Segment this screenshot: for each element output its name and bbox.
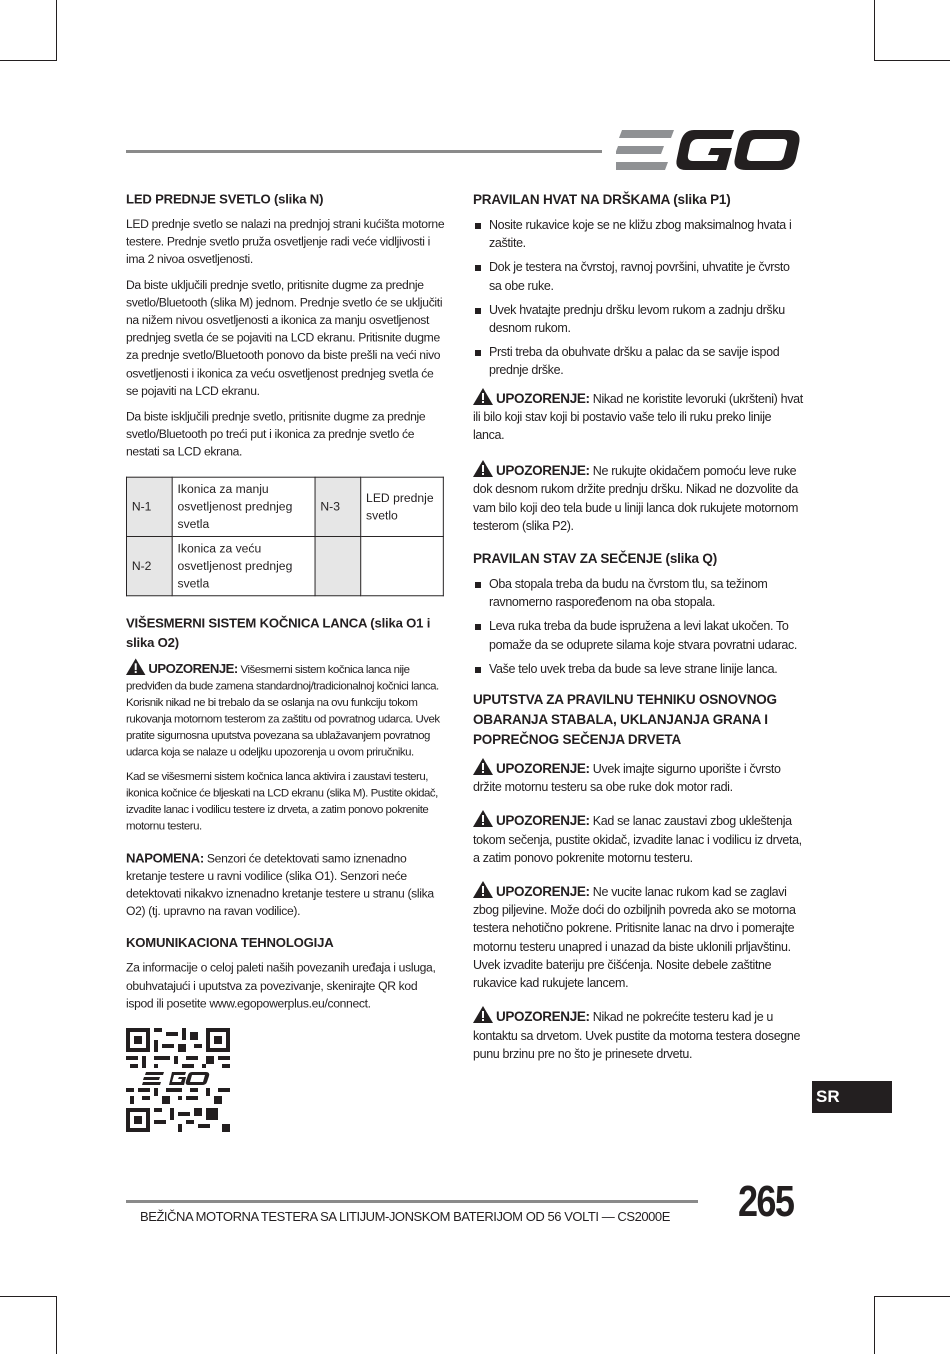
- table-cell: Ikonica za veću osvetljenost prednjeg svetla: [172, 536, 315, 595]
- led-icon-table: [126, 476, 444, 596]
- paragraph: LED prednje svetlo se nalazi na prednjoj strani kućišta motorne testere. Prednje svetlo pruža osvetljenje radi veće vidljivosti i ima 2 nivoa osvetljenosti.: [126, 217, 445, 267]
- bullet-list: [473, 216, 803, 380]
- warning-icon: [473, 881, 493, 898]
- section-title: LED PREDNJE SVETLO (slika N): [126, 191, 324, 207]
- table-row: [126, 536, 443, 595]
- warning-text: Ne rukujte okidačem pomoću leve ruke dok desnom rukom držite prednju dršku. Nikad ne dozvolite da vam bilo koji deo tela bude u liniji lanca dok rukujete motornom testerom (slika P2).: [473, 464, 799, 533]
- paragraph: Kad se višesmerni sistem kočnica lanca aktivira i zaustavi testeru, ikonica kočnice će bljeskati na LCD ekranu (slika M). Pustite okidač, izvadite lanac i vodilicu testere iz drveta, a zatim ponovo pokrenite motornu testeru.: [126, 768, 438, 833]
- language-tab: SR: [812, 1081, 892, 1113]
- header-rule: [126, 150, 602, 153]
- warning-icon: [473, 460, 493, 477]
- note-block: [126, 850, 447, 921]
- warning-text: Kad se lanac zaustavi zbog ukleštenja tokom sečenja, pustite okidač, izvadite lanac i vodilicu iz drveta, a zatim ponovo pokrenite motornu testeru.: [473, 814, 802, 865]
- warning-block: [473, 881, 803, 992]
- warning-text: Nikad ne pokrećite testeru kad je u kontaktu sa drvetom. Uvek pustite da motorna testera dosegne punu brzinu pre no što je prinesete drvetu.: [473, 1010, 801, 1061]
- crop-mark: [874, 0, 875, 60]
- warning-icon: [473, 1006, 493, 1023]
- warning-block: [473, 388, 803, 445]
- paragraph: Da biste uključili prednje svetlo, pritisnite dugme za prednje svetlo/Bluetooth (slika M) jednom. Prednje svetlo će se uključiti na nižem nivou osvetljenosti a ikonica za manju osvetljenost prednjeg svetla će se pojaviti na LCD ekranu. Pritisnite dugme za prednje svetlo/Bluetooth ponovo da biste prešli na veći nivo osvetljenosti i ikonica za veću osvetljenost prednjeg svetla će se pojaviti na LCD ekranu.: [126, 278, 443, 398]
- crop-mark: [56, 0, 57, 60]
- table-cell: N-2: [126, 536, 172, 595]
- crop-mark: [874, 1296, 875, 1354]
- list-item: Vaše telo uvek treba da bude sa leve strane linije lanca.: [473, 660, 803, 678]
- warning-icon: [473, 810, 493, 827]
- warning-label: UPOZORENJE:: [496, 813, 590, 829]
- list-item: Oba stopala treba da budu na čvrstom tlu, sa težinom ravnomerno raspoređenom na oba stopala.: [473, 575, 803, 611]
- list-item: Nosite rukavice koje se ne kližu zbog maksimalnog hvata i zaštite.: [473, 216, 803, 252]
- left-column: [126, 190, 447, 1020]
- qr-code[interactable]: [126, 1028, 230, 1132]
- paragraph: Da biste isključili prednje svetlo, pritisnite dugme za prednje svetlo/Bluetooth po treći put i ikonica za prednje svetlo će nestati sa LCD ekrana.: [126, 409, 426, 459]
- table-row: [126, 477, 443, 536]
- warning-block: [473, 810, 803, 867]
- section-title: UPUTSTVA ZA PRAVILNU TEHNIKU OSNOVNOG OBARANJA STABALA, UKLANJANJA GRANA I POPREČNOG SEČENJA DRVETA: [473, 692, 777, 748]
- table-cell: LED prednje svetlo: [361, 477, 444, 536]
- ego-logo: [616, 128, 800, 172]
- warning-icon: [473, 758, 493, 775]
- section-title: PRAVILAN HVAT NA DRŠKAMA (slika P1): [473, 192, 731, 207]
- warning-block: [126, 658, 447, 760]
- note-text: Senzori će detektovati samo iznenadno kretanje testere u ravni vodilice (slika O1). Senzori neće detektovati nikakvo iznenadno kretanje testere u stranu (slika O2) (tj. upravno na ravan vodilice).: [126, 851, 434, 919]
- warning-label: UPOZORENJE:: [496, 761, 590, 777]
- warning-label: UPOZORENJE:: [496, 884, 590, 900]
- warning-icon: [473, 388, 493, 405]
- crop-mark: [56, 1296, 57, 1354]
- footer-title: BEŽIČNA MOTORNA TESTERA SA LITIJUM-JONSKOM BATERIJOM OD 56 VOLTI — CS2000E: [140, 1209, 670, 1224]
- list-item: Uvek hvatajte prednju dršku levom rukom a zadnju dršku desnom rukom.: [473, 301, 803, 337]
- table-cell: [315, 536, 361, 595]
- section-title: PRAVILAN STAV ZA SEČENJE (slika Q): [473, 551, 717, 567]
- table-cell: N-3: [315, 477, 361, 536]
- table-cell: N-1: [126, 477, 172, 536]
- note-label: NAPOMENA:: [126, 850, 204, 866]
- table-cell: Ikonica za manju osvetljenost prednjeg svetla: [172, 477, 315, 536]
- list-item: Dok je testera na čvrstoj, ravnoj površini, uhvatite je čvrsto sa obe ruke.: [473, 258, 803, 294]
- section-title: VIŠESMERNI SISTEM KOČNICA LANCA (slika O1 i slika O2): [126, 615, 431, 650]
- section-title: KOMUNIKACIONA TEHNOLOGIJA: [126, 935, 334, 951]
- list-item: Leva ruka treba da bude ispružena a levi lakat ukočen. To pomaže da se oduprete silama koje stvara povratni udarac.: [473, 617, 803, 653]
- crop-mark: [0, 60, 57, 61]
- warning-block: [473, 1006, 803, 1063]
- warning-text: Ne vucite lanac rukom kad se zaglavi zbog piljevine. Može doći do ozbiljnih povreda ako se motorna testera nehotično pokrene. Pritisnite lanac na drvo i pomerajte motornu testeru unapred i unazad da biste uklonili prljavštinu. Uvek izvadite bateriju pre čišćenja. Nosite debele zaštitne rukavice kad rukujete lancem.: [473, 885, 796, 991]
- warning-text: Nikad ne koristite levoruki (ukršteni) hvat ili bilo koji stav koji bi postavio vaše telo ili ruku preko linije lanca.: [473, 391, 803, 443]
- warning-text: Višesmerni sistem kočnica lanca nije predviđen da bude zamena standardnoj/tradicionalnoj kočnici lanca. Korisnik nikad ne bi trebalo da se oslanja na ovu funkciju tokom rukovanja motornom testerom za zaštitu od povratnog udarca. Uvek pratite sigurnosna uputstva povezana sa ublažavanjem povratnog udarca koja se nalaze u odeljku upozorenja u ovom priručniku.: [126, 661, 440, 759]
- crop-mark: [0, 1296, 57, 1297]
- right-column: [473, 190, 803, 1071]
- warning-icon: [126, 658, 145, 675]
- warning-block: [473, 758, 803, 796]
- crop-mark: [874, 60, 950, 61]
- warning-label: UPOZORENJE:: [496, 1009, 590, 1025]
- warning-label: UPOZORENJE:: [496, 463, 590, 479]
- list-item: Prsti treba da obuhvate dršku a palac da se savije ispod prednje drške.: [473, 343, 803, 379]
- warning-block: [473, 460, 803, 535]
- footer-rule: [126, 1200, 698, 1203]
- warning-label: UPOZORENJE:: [496, 390, 590, 406]
- page-number: 265: [738, 1177, 794, 1226]
- paragraph: Za informacije o celoj paleti naših povezanih uređaja i usluga, obuhvatajući i uputstva za povezivanje, skenirajte QR kod ispod ili posetite www.egopowerplus.eu/connect.: [126, 961, 436, 1011]
- crop-mark: [874, 1296, 950, 1297]
- warning-text: Uvek imajte sigurno uporište i čvrsto držite motornu testeru sa obe ruke dok motor radi.: [473, 762, 781, 795]
- bullet-list: [473, 575, 803, 678]
- table-cell: [361, 536, 444, 595]
- warning-label: UPOZORENJE:: [148, 661, 238, 676]
